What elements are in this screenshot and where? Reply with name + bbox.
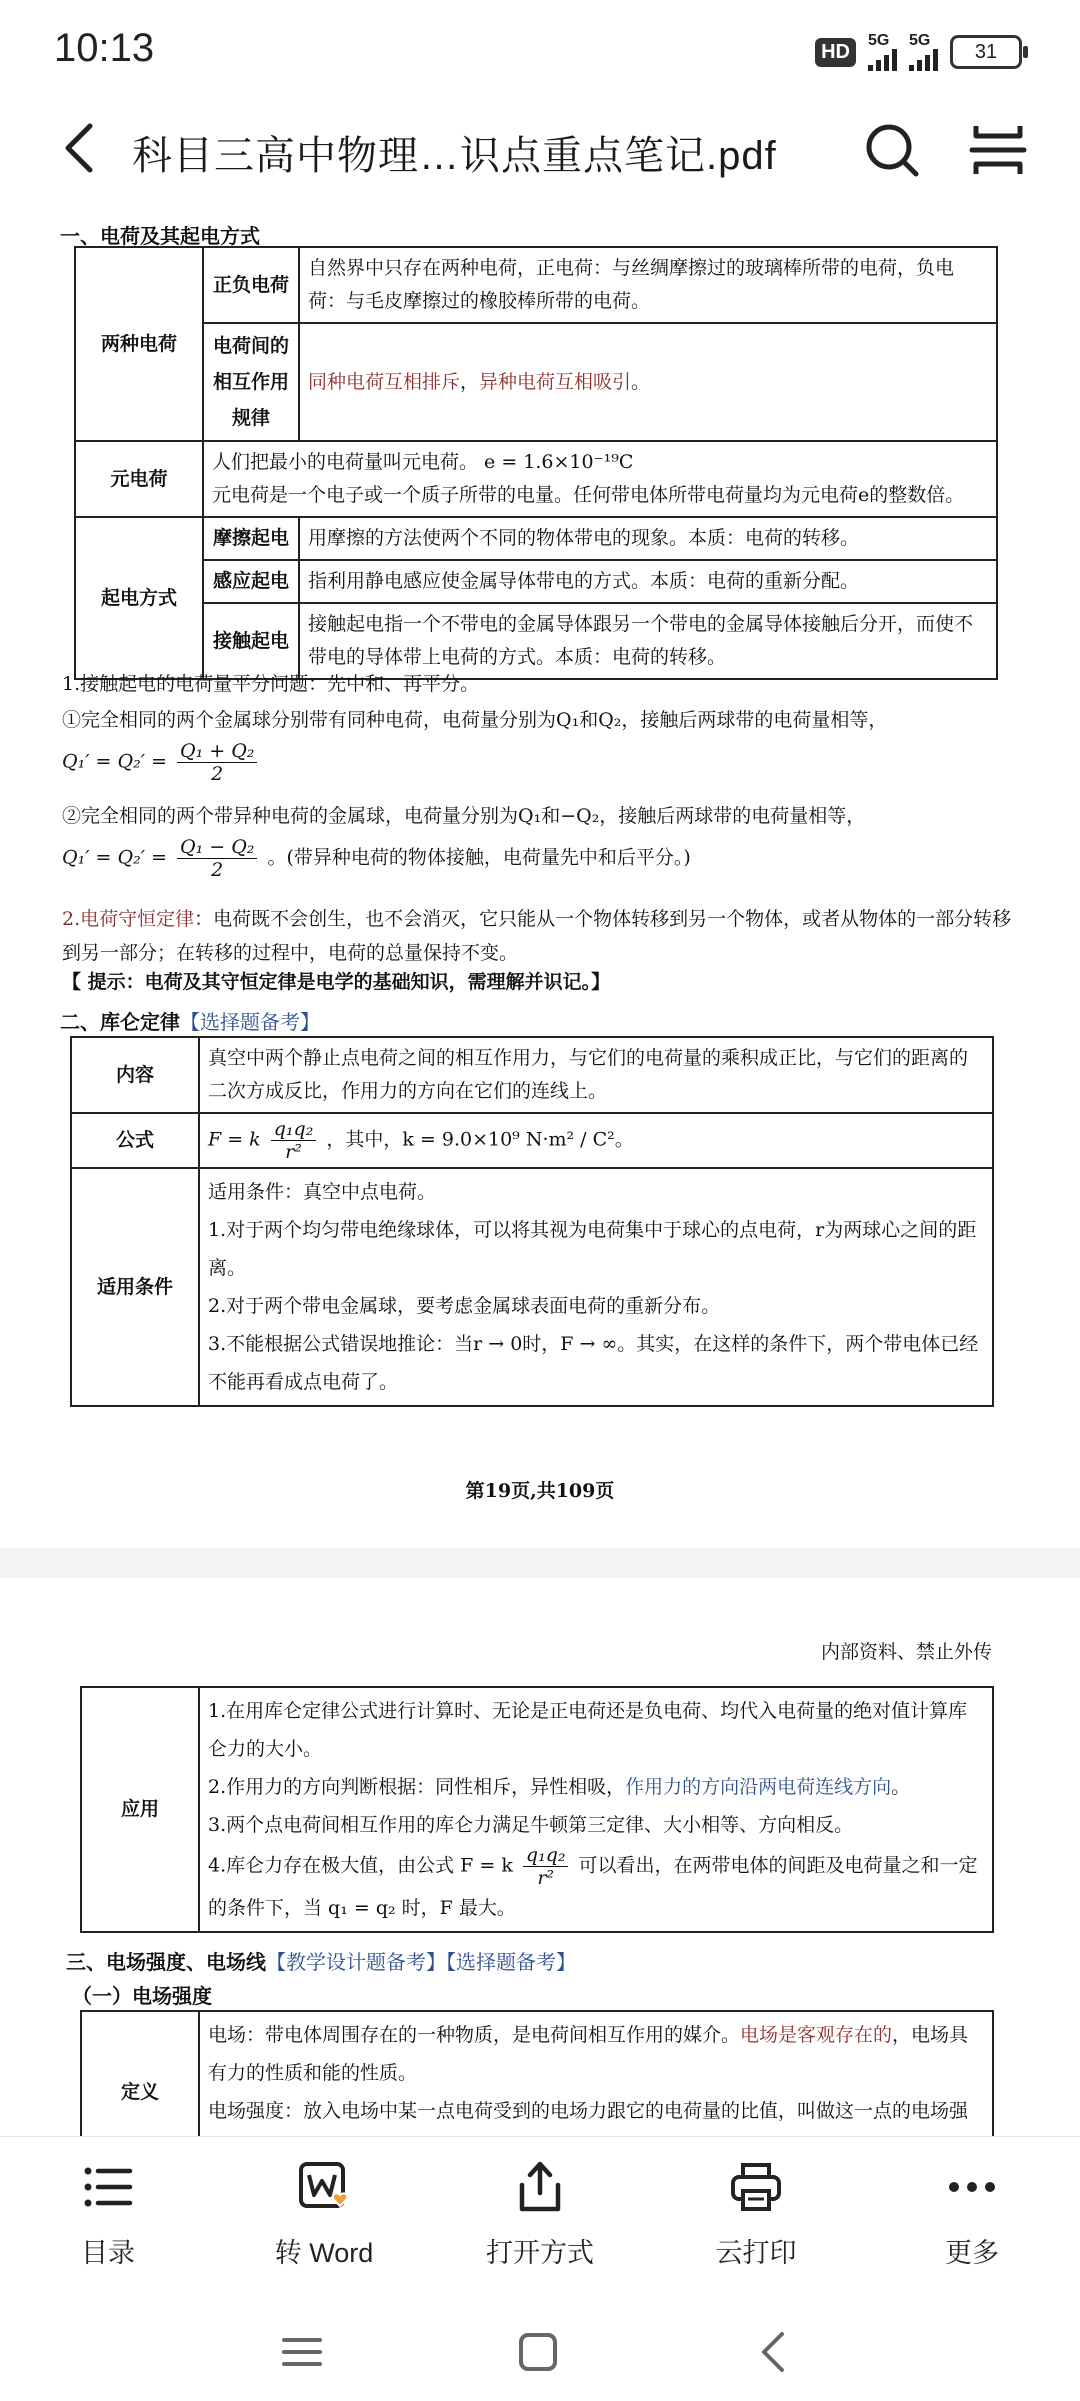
clock: 10:13 xyxy=(54,26,155,70)
open-with-label: 打开方式 xyxy=(486,2238,594,2268)
open-with-button[interactable] xyxy=(440,2159,640,2270)
cell-formula: 公式 xyxy=(71,1113,199,1168)
cell-interaction-law-text: 同种电荷互相排斥，异种电荷互相吸引。 xyxy=(299,323,997,441)
note-2: ①完全相同的两个金属球分别带有同种电荷，电荷量分别为Q₁和Q₂，接触后两球带的电荷量相等， xyxy=(62,709,888,731)
application-table xyxy=(80,1686,994,1933)
list-icon xyxy=(80,2159,136,2215)
back-arrow-icon xyxy=(52,118,112,178)
cell-induction-text: 指利用静电感应使金属导体带电的方式。本质：电荷的重新分配。 xyxy=(299,560,997,603)
cell-two-charges: 两种电荷 xyxy=(75,247,203,441)
recent-apps-icon[interactable] xyxy=(280,2330,324,2374)
cell-elementary-charge-text: 人们把最小的电荷量叫元电荷。 e = 1.6×10⁻¹⁹C 元电荷是一个电子或一个质子所带的电量。任何带电体所带电荷量均为元电荷e的整数倍。 xyxy=(203,441,997,517)
bottom-toolbar xyxy=(0,2136,1080,2313)
signal-icon-2: 5G xyxy=(909,33,938,71)
toc-label: 目录 xyxy=(81,2238,135,2268)
cloud-print-label: 云打印 xyxy=(715,2238,797,2268)
search-icon xyxy=(862,120,922,180)
status-icons xyxy=(815,32,1022,72)
status-bar xyxy=(0,0,1080,96)
cell-definition-text: 电场：带电体周围存在的一种物质，是电荷间相互作用的媒介。电场是客观存在的，电场具有力的性质和能的性质。 电场强度：放入电场中某一点电荷受到的电场力跟它的电荷量的比值，叫做这一点的电场强 xyxy=(199,2011,993,2173)
cell-contact-text: 接触起电指一个不带电的金属导体跟另一个带电的金属导体接触后分开，而使不带电的导体带上电荷的方式。本质：电荷的转移。 xyxy=(299,603,997,679)
hd-voice-icon: HD xyxy=(815,38,856,67)
home-icon[interactable] xyxy=(516,2330,560,2374)
note-1: 1.接触起电的电荷量平分问题：先中和、再平分。 xyxy=(62,673,480,695)
convert-word-label: 转 Word xyxy=(274,2238,374,2268)
cell-application: 应用 xyxy=(81,1687,199,1932)
more-button[interactable] xyxy=(872,2159,1072,2270)
word-convert-icon xyxy=(296,2159,352,2215)
cell-conditions-text: 适用条件：真空中点电荷。 1.对于两个均匀带电绝缘球体，可以将其视为电荷集中于球心的点电荷，r为两球心之间的距离。 2.对于两个带电金属球，要考虑金属球表面电荷的重新分布。 3.不能根据公式错误地推论：当r → 0时，F → ∞。其实，在这样的条件下，两个带电体已经不能再看成点电荷了。 xyxy=(199,1168,993,1406)
page-header: 内部资料、禁止外传 xyxy=(820,1641,992,1663)
section-heading-3: 三、电场强度、电场线【教学设计题备考】【选择题备考】 xyxy=(66,1950,576,1974)
cell-charging-methods: 起电方式 xyxy=(75,517,203,679)
cell-content: 内容 xyxy=(71,1037,199,1113)
cell-pos-neg: 正负电荷 xyxy=(203,247,299,323)
section-heading-1: 一、电荷及其起电方式 xyxy=(60,224,260,248)
page-number: 第19页,共109页 xyxy=(465,1480,615,1502)
note-3: ②完全相同的两个带异种电荷的金属球，电荷量分别为Q₁和−Q₂，接触后两球带的电荷量相等， xyxy=(62,805,866,827)
cell-definition: 定义 xyxy=(81,2011,199,2173)
toc-button[interactable] xyxy=(8,2159,208,2270)
section-heading-2: 二、库仑定律【选择题备考】 xyxy=(60,1010,320,1034)
system-navigation-bar xyxy=(0,2312,1080,2401)
cell-application-text: 1.在用库仑定律公式进行计算时、无论是正电荷还是负电荷、均代入电荷量的绝对值计算库仑力的大小。 2.作用力的方向判断根据：同性相斥，异性相吸，作用力的方向沿两电荷连线方向。 3.两个点电荷间相互作用的库仑力满足牛顿第三定律、大小相等、方向相反。 4.库仑力存在极大值，由公式 F = k $\frac{\text{q₁q₂}}{\text{r²}}$ 可以看出，在两带电体的间距及电荷量之和一定的条件下，当 q₁ = q₂ 时，F 最大。 xyxy=(199,1687,993,1932)
share-icon xyxy=(512,2159,568,2215)
formula-same-sign: Q₁′ = Q₂′ = $\frac{\text{Q₁ + Q₂}}{2}$ xyxy=(62,740,261,785)
coulomb-table xyxy=(70,1036,994,1407)
fit-width-button[interactable] xyxy=(968,120,1028,180)
cell-formula-text: F = k $\frac{\text{q₁q₂}}{\text{r²}}$ ，其中，k = 9.0×10⁹ N·m² / C²。 xyxy=(199,1113,993,1168)
cell-interaction-law: 电荷间的 相互作用 规律 xyxy=(203,323,299,441)
note-conservation: 2.电荷守恒定律：电荷既不会创生，也不会消灭，它只能从一个物体转移到另一个物体，或者从物体的一部分转移到另一部分；在转移的过程中，电荷的总量保持不变。 xyxy=(62,908,1012,964)
cell-content-text: 真空中两个静止点电荷之间的相互作用力，与它们的电荷量的乘积成正比，与它们的距离的二次方成反比，作用力的方向在它们的连线上。 xyxy=(199,1037,993,1113)
document-title: 科目三高中物理…识点重点笔记.pdf xyxy=(132,134,777,178)
cell-elementary-charge: 元电荷 xyxy=(75,441,203,517)
pdf-page-19 xyxy=(0,206,1080,1548)
cell-contact: 接触起电 xyxy=(203,603,299,679)
subsection-heading: （一）电场强度 xyxy=(72,1984,212,2008)
cell-induction: 感应起电 xyxy=(203,560,299,603)
note-tip: 【 提示：电荷及其守恒定律是电学的基础知识，需理解并识记。】 xyxy=(62,971,611,993)
formula-opposite-sign: Q₁′ = Q₂′ = $\frac{\text{Q₁ − Q₂}}{2}$ 。(带异种电荷的物体接触，电荷量先中和后平分。) xyxy=(62,836,691,881)
printer-icon xyxy=(728,2159,784,2215)
more-label: 更多 xyxy=(945,2238,999,2268)
pdf-page-20 xyxy=(0,1578,1080,2178)
fit-width-icon xyxy=(968,120,1028,180)
back-button[interactable] xyxy=(52,118,112,178)
pdf-viewer[interactable] xyxy=(0,206,1080,2136)
charge-table xyxy=(74,246,998,680)
cell-friction-text: 用摩擦的方法使两个不同的物体带电的现象。本质：电荷的转移。 xyxy=(299,517,997,560)
more-icon xyxy=(944,2159,1000,2215)
cloud-print-button[interactable] xyxy=(656,2159,856,2270)
signal-icon-1: 5G xyxy=(868,33,897,71)
cell-conditions: 适用条件 xyxy=(71,1168,199,1406)
nav-back-icon[interactable] xyxy=(752,2330,796,2374)
cell-pos-neg-text: 自然界中只存在两种电荷，正电荷：与丝绸摩擦过的玻璃棒所带的电荷，负电荷：与毛皮摩擦过的橡胶棒所带的电荷。 xyxy=(299,247,997,323)
convert-word-button[interactable] xyxy=(224,2159,424,2270)
app-bar xyxy=(0,96,1080,206)
search-button[interactable] xyxy=(862,120,922,180)
battery-icon: 31 xyxy=(950,35,1022,69)
cell-friction: 摩擦起电 xyxy=(203,517,299,560)
